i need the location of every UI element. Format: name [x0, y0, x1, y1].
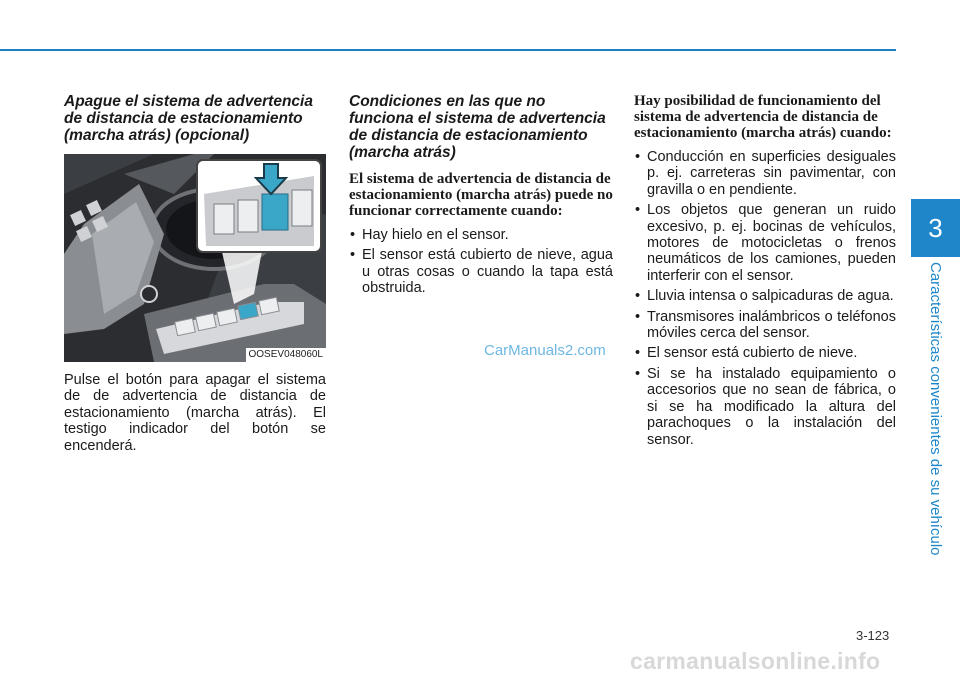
list-item: • El sensor está cubierto de nieve, agua u otras cosas o cuando la tapa está obstruida.: [349, 247, 613, 296]
list-item: • Transmisores inalámbricos o teléfonos móviles cerca del sensor.: [634, 309, 896, 342]
turn-off-instructions: Pulse el botón para apagar el sistema de de advertencia de distancia de estacionamiento (marcha atrás). El testigo indicador del botón se encenderá.: [64, 372, 326, 454]
column-3: [634, 93, 896, 452]
list-item: • Hay hielo en el sensor.: [349, 227, 613, 243]
console-illustration: [64, 154, 326, 362]
chapter-number-tab: 3: [911, 199, 960, 257]
malfunction-subheading: Hay posibilidad de funcionamiento del sistema de advertencia de distancia de estacionamiento (marcha atrás) cuando:: [634, 93, 892, 141]
console-photo: [64, 154, 326, 362]
conditions-list: [349, 227, 613, 297]
footer-watermark: carmanualsonline.info: [630, 648, 881, 674]
header-rule: [0, 49, 896, 51]
list-item: • Conducción en superficies desiguales p. ej. carreteras sin pavimentar, con gravilla o en pendiente.: [634, 149, 896, 198]
chapter-title-text: Características convenientes de su vehículo: [927, 262, 944, 556]
chapter-side-title: [918, 260, 948, 556]
conditions-subheading: El sistema de advertencia de distancia de estacionamiento (marcha atrás) puede no funcionar correctamente cuando:: [349, 171, 613, 219]
section-heading-turn-off: Apague el sistema de advertencia de distancia de estacionamiento (marcha atrás) (opcional): [64, 93, 313, 144]
column-1: [64, 93, 326, 454]
page-number: 3-123: [856, 628, 890, 643]
list-item: • Si se ha instalado equipamiento o accesorios que no sean de fábrica, o si se ha modificado la altura del parachoques o la instalación del sensor.: [634, 366, 896, 448]
column-2: [349, 93, 613, 301]
section-heading-conditions: Condiciones en las que no funciona el sistema de advertencia de distancia de estacionamiento (marcha atrás): [349, 93, 606, 161]
watermark-link[interactable]: CarManuals2.com: [484, 342, 606, 359]
malfunction-list: [634, 149, 896, 448]
list-item: • Los objetos que generan un ruido excesivo, p. ej. bocinas de vehículos, motores de motocicletas o frenos neumáticos de los camiones, pueden interferir con el sensor.: [634, 202, 896, 284]
figure-label: OOSEV048060L: [246, 348, 327, 362]
list-item: • Lluvia intensa o salpicaduras de agua.: [634, 288, 896, 304]
list-item: • El sensor está cubierto de nieve.: [634, 345, 896, 361]
